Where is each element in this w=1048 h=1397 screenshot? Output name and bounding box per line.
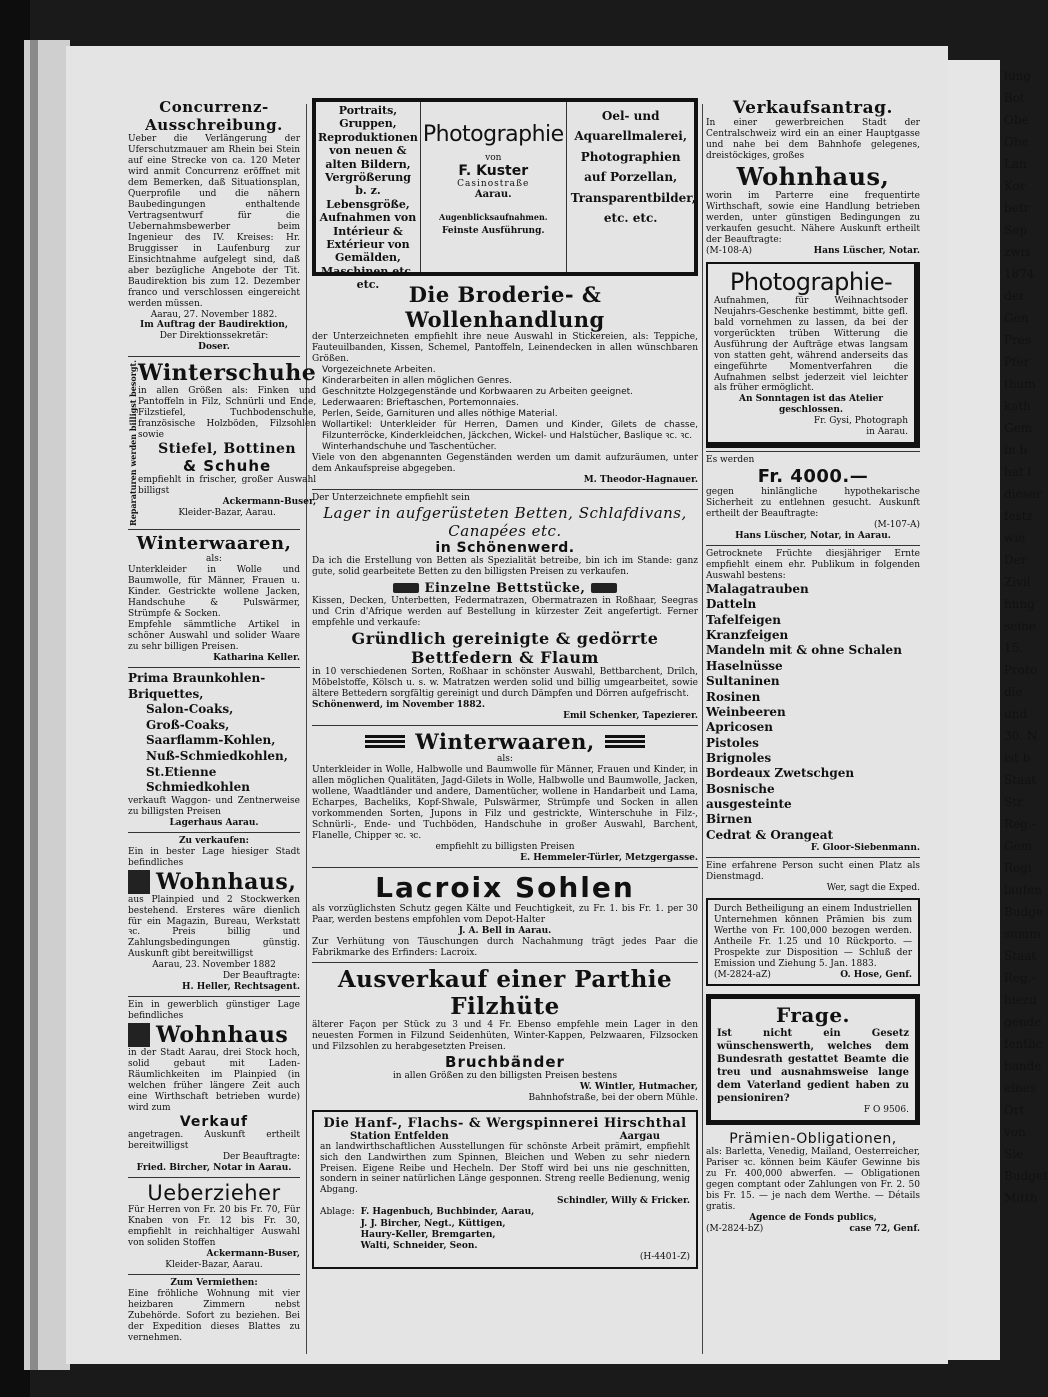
coal-item: Prima Braunkohlen-Briquettes, [128, 671, 266, 701]
ad-signer-place: Kleider-Bazar, Aarau. [165, 1259, 263, 1270]
fruit-item: Mandeln mit & ohne Schalen [706, 643, 902, 658]
ad-body2: worin im Parterre eine frequentirte Wirthschaft, sowie eine Handlung betrieben werden, unter günstigen Bedingungen zu verkaufen gesucht. Nähere Auskunft ertheilt der Beauftragte: [706, 190, 920, 245]
ad-ref: (M-107-A) [874, 520, 920, 531]
fruit-item: Pistoles [706, 735, 759, 750]
ad-bruch: Bruchbänder [445, 1052, 565, 1071]
fruit-item: Malagatrauben [706, 582, 809, 597]
page-binding-shadow [30, 40, 38, 1370]
ad-list: Kissen, Decken, Unterbetten, Federmatrazen, Obermatrazen in Roßhaar, Seegras und Crin d'Afrique werden auf Bestellung in kürzester Zeit angefertigt. Ferner empfehle und verkaufe: [312, 596, 698, 629]
ad-title: Wohnhaus [156, 1022, 289, 1049]
ad-body: Für Herren von Fr. 20 bis Fr. 70, Für Knaben von Fr. 12 bis Fr. 30, empfiehlt in reichhaltiger Auswahl von soliden Stoffen [128, 1204, 300, 1248]
coal-item: St.Etienne Schmiedkohlen [146, 764, 250, 795]
divider [128, 1177, 300, 1178]
column-middle [312, 98, 698, 1358]
ad-title: Prämien-Obligationen, [729, 1130, 897, 1147]
ablage-item: Walti, Schneider, Seon. [360, 1241, 478, 1252]
fruit-item: Bordeaux Zwetschgen [706, 766, 855, 781]
ad-agent: Fried. Bircher, Notar in Aarau. [136, 1162, 292, 1173]
ad-obligationen [706, 1131, 920, 1234]
ad-lacroix [312, 871, 698, 959]
ad-fr4000 [706, 455, 920, 542]
ad-einzelne: Einzelne Bettstücke, [424, 581, 586, 597]
ad-signer: Ackermann-Buser, [206, 1248, 300, 1259]
ad-verkauf: Verkauf [179, 1114, 249, 1131]
ad-signer: Emil Schenker, Tapezierer. [563, 711, 698, 722]
fruit-item: Bosnische [706, 781, 775, 796]
divider [312, 867, 698, 868]
ad-body: in allen Größen als: Finken und Pantoffeln in Filz, Schnürli und Ende, Filzstiefel, Tuchbodenschuhe, französische Holzböden, Filzsohlen sowie [138, 386, 317, 441]
ad-canton: Aargau [619, 1130, 660, 1142]
fruit-item: Apricosen [706, 720, 774, 735]
coal-item: Groß-Coaks, [146, 717, 230, 732]
adjacent-page-fragment [948, 60, 1048, 1360]
ad-ueberzieher [128, 1181, 300, 1271]
ad-signer: Hans Lüscher, Notar. [813, 245, 920, 256]
decorative-bars [605, 733, 645, 750]
ad-body: Eine erfahrene Person sucht einen Platz als Dienstmagd. [706, 861, 920, 883]
ad-body: Da ich die Erstellung von Betten als Spezialität betreibe, bin ich im Stande: ganz gute, solid gearbeitete Betten zu den billigsten Preisen zu verkaufen. [312, 555, 698, 577]
photo-studio [421, 102, 567, 272]
ad-amount: Fr. 4000.— [757, 466, 869, 488]
photo-name: F. Kuster [458, 163, 529, 179]
ad-wohnhaus: Wohnhaus, [736, 161, 890, 191]
ad-body: Eine fröhliche Wohnung mit vier heizbaren Zimmern nebst Zubehörde. Sofort zu beziehen. Bei der Expedition dieses Blattes zu vernehmen. [128, 1288, 300, 1343]
ad-offer: Viele von den abgenannten Gegenständen werden um damit aufzuräumen, unter dem Ankaufspreise abgegeben. [312, 452, 698, 474]
ad-head: Zu verkaufen: [178, 835, 250, 846]
list-item: Wollartikel: Unterkleider für Herren, Damen und Kinder, Gilets de chasse, Filzunterröcke, Kinderkleidchen, Jäckchen, Wickel- und Halstücher, Baslique ꝛc. ꝛc. [322, 419, 698, 441]
photo-title: Photographie [422, 122, 564, 147]
ad-signer: E. Hemmeler-Türler, Metzgergasse. [520, 852, 698, 863]
ad-photographie-gysi [706, 262, 920, 449]
ad-signer: Hans Lüscher, Notar, in Aarau. [735, 531, 891, 542]
ad-title: Ueberzieher [147, 1180, 281, 1205]
photo-von: von [485, 153, 502, 163]
pointing-hand-icon [393, 583, 419, 593]
coal-item: Salon-Coaks, [146, 702, 234, 717]
fruit-item: Weinbeeren [706, 704, 786, 719]
ad-body: In einer gewerbreichen Stadt der Centralschweiz wird ein an einer Hauptgasse und nahe bei dem Bahnhofe gelegenes, dreistöckiges, großes [706, 118, 920, 161]
house-icon [128, 870, 150, 894]
divider [128, 1274, 300, 1275]
ad-body: gegen hinlängliche hypothekarische Sicherheit zu entlehnen gesucht. Auskunft ertheilt der Beauftragte: [706, 487, 920, 520]
list-item: Perlen, Seide, Garnituren und alles nöthige Material. [322, 408, 558, 419]
fruit-item: Brignoles [706, 750, 772, 765]
ad-signer-place: in Aarau. [866, 427, 908, 438]
photo-products-text: Oel- und Aquarellmalerei, Photographien auf Porzellan, Transparentbilder, etc. etc. [570, 109, 696, 225]
ad-detail: in 10 verschiedenen Sorten, Roßhaar in schönster Auswahl, Bettbarchent, Drilch, Möbelstoffe, Kölsch u. s. w. Matratzen werden solid und billig umgearbeitet, sowie ältere Bettedern sorgfältig gereinigt und durch Dämpfen und Dörren aufgefrischt. [312, 667, 698, 700]
ad-title: Concurrenz-Ausschreibung. [145, 98, 283, 134]
ad-signer: W. Wintler, Hutmacher, [579, 1081, 698, 1092]
ad-signer: O. Hose, Genf. [840, 969, 912, 980]
ad-signer-place: Bahnhofstraße, bei der obern Mühle. [528, 1092, 698, 1103]
column-left [128, 98, 317, 1358]
ad-title: Winterwaaren, [415, 729, 595, 755]
ad-filzhuete [312, 966, 698, 1104]
fruit-item: Rosinen [706, 689, 761, 704]
divider [312, 962, 698, 963]
ad-body: Ist nicht ein Gesetz wünschenswerth, welches dem Bundesrath gestattet Beamte die treu und ausnahmsweise lange dem Vaterland gedient haben zu pensioniren? [717, 1027, 909, 1104]
ad-hanf [312, 1110, 698, 1270]
ad-note: Empfehle sämmtliche Artikel in schöner Auswahl und solider Waare zu sehr billigen Preisen. [128, 620, 300, 653]
ad-body: älterer Façon per Stück zu 3 und 4 Fr. Ebenso empfehle mein Lager in den neuesten Formen in Filzund Seidenhüten, Winter-Kappen, Pelzwaaren, Filzsocken und Filzsohlen zu herabgesetzten Preisen. [312, 1019, 698, 1052]
ad-body: Ueber die Verlängerung der Uferschutzmauer am Rhein bei Stein auf eine Strecke von ca. 120 Meter wird anmit Concurrenz eröffnet mit dem Bemerken, daß Situationsplan, Querprofile und die nähern Baubedingungen enthaltende Vertragsentwurf für die Uebernahmsbewerber beim Ingenieur des IV. Kreises: Hr. Bruggisser in Laufenburg zur Einsichtnahme aufgelegt sind, daß aber bezügliche Angebote der Tit. Baudirektion bis zum 12. Dezember franco und verschlossen eingereicht werden müssen. [128, 134, 300, 309]
ad-title: Die Hanf-, Flachs- & Wergspinnerei Hirschthal [323, 1115, 687, 1131]
divider [128, 667, 300, 668]
side-note: Reparaturen werden billigst besorgt. [128, 360, 138, 527]
ad-title: Lager in aufgerüsteten Betten, Schlafdivans, Canapées etc. [323, 503, 687, 540]
column-rule [702, 104, 703, 1354]
ad-date: Schönenwerd, im November 1882. [312, 700, 485, 711]
column-rule [306, 104, 307, 1354]
ad-agency: Agence de Fonds publics, [749, 1212, 877, 1223]
ad-title: Frage. [775, 1002, 850, 1027]
list-item: Geschnitzte Holzgegenstände und Korbwaaren zu Arbeiten geeignet. [322, 386, 633, 397]
ad-title: Winterschuhe [138, 360, 317, 387]
ad-dienstmagd [706, 861, 920, 894]
ad-kohlen [128, 671, 300, 829]
fruit-item: Datteln [706, 597, 757, 612]
ad-frage [706, 994, 920, 1125]
fruit-item: Sultaninen [706, 674, 780, 689]
ad-broderie [312, 282, 698, 486]
ad-agent: H. Heller, Rechtsagent. [181, 982, 300, 993]
ad-signer: Lagerhaus Aarau. [169, 817, 259, 828]
list-item: Winterhandschuhe und Taschentücher. [322, 441, 497, 452]
ad-agent-title: Der Beauftragte: [222, 971, 300, 982]
ad-title: Photographie- [729, 267, 893, 296]
newspaper-page [66, 46, 948, 1364]
ad-secretary: Doser. [198, 342, 230, 353]
ad-ref: (H-4401-Z) [639, 1252, 690, 1263]
ad-line: & Schuhe [182, 457, 272, 476]
ad-betten [312, 493, 698, 723]
ad-agent-title: Der Beauftragte: [222, 1151, 300, 1162]
divider [706, 451, 920, 452]
fruit-item: ausgesteinte [706, 797, 792, 812]
divider [312, 489, 698, 490]
house-icon [128, 1023, 150, 1047]
ad-ref: F O 9506. [863, 1104, 909, 1115]
ad-signer: Ackermann-Buser, [222, 497, 317, 508]
ad-address: case 72, Genf. [849, 1223, 920, 1234]
adjacent-page-lines: lung Bot Obe Obe Lan Kor betr Sep zwis 1874 der Gen Pres Pfer thum kath Gem in b hat l dieser festz wie Der Zivil hung seine 15. Proto die und 30. N ist b Staat Str Reg.- Gem Regi laufen Budge summ Staat Reg.- hiezu gende fentlic hande eines Ort von Sie Budget Mitth [1004, 69, 1048, 1205]
ad-note: empfiehlt in frischer, großer Auswahl billigst [138, 475, 317, 497]
ad-body: als vorzüglichsten Schutz gegen Kälte und Feuchtigkeit, zu Fr. 1. bis Fr. 1. per 30 Paar, werden bestens empfohlen vom Depot-Halter [312, 903, 698, 925]
ad-firm: Schindler, Willy & Fricker. [557, 1196, 690, 1207]
divider [706, 545, 920, 546]
ad-intro: Ein in bester Lage hiesiger Stadt befindliches [128, 846, 300, 868]
ablage-item: J. J. Bircher, Negt., Küttigen, [360, 1218, 506, 1229]
ad-intro: der Unterzeichneten empfiehlt ihre neue Auswahl in Stickereien, als: Teppiche, Fauteuilbanden, Kissen, Schemel, Pantoffeln, Leinendecken in allen wünschbaren Größen. [312, 332, 698, 364]
photo-city: Aarau. [474, 189, 512, 200]
divider [312, 725, 698, 726]
ad-fruechte [706, 549, 920, 854]
ad-authority: Im Auftrag der Baudirektion, [140, 320, 288, 331]
ad-date: Aarau, 27. November 1882. [150, 309, 278, 320]
fruit-item: Cedrat & Orangeat [706, 827, 834, 842]
divider [128, 832, 300, 833]
ad-title: Winterwaaren, [136, 533, 292, 555]
divider [128, 529, 300, 530]
ad-wohnhaus-1 [128, 836, 300, 994]
ad-secretary-title: Der Direktionssekretär: [159, 331, 269, 342]
ad-note: empfiehlt zu billigsten Preisen [435, 841, 575, 852]
ad-signer: M. Theodor-Hagnauer. [583, 474, 698, 485]
ad-concurrenz [128, 98, 300, 353]
ad-title: Die Broderie- & Wollenhandlung [405, 282, 605, 332]
ad-station: Station Entfelden [350, 1130, 449, 1142]
ablage-item: F. Hagenbuch, Buchbinder, Aarau, [360, 1207, 535, 1218]
ad-intro: Der Unterzeichnete empfiehlt sein [312, 492, 470, 503]
photo-services [316, 102, 421, 292]
ad-note: verkauft Waggon- und Zentnerweise zu billigsten Preisen [128, 795, 300, 817]
divider [706, 857, 920, 858]
ad-bettfedern: Gründlich gereinigte & gedörrte Bettfedern & Flaum [351, 629, 659, 668]
fruit-item: Haselnüsse [706, 658, 783, 673]
ad-vermiethen [128, 1278, 300, 1344]
fruit-list [706, 582, 920, 843]
ad-wohnhaus-2 [128, 1000, 300, 1174]
ad-head: Zum Vermiethen: [170, 1277, 258, 1288]
ad-note: Zur Verhütung von Täuschungen durch Nachahmung trägt jedes Paar die Fabrikmarke des Erfinders: Lacroix. [312, 936, 698, 958]
fruit-item: Tafelfeigen [706, 612, 782, 627]
ad-body: in der Stadt Aarau, drei Stock hoch, solid gebaut mit Laden-Räumlichkeiten im Plainpied (in welchen früher längere Zeit auch eine Wirthschaft betrieben wurde) wird zum [128, 1048, 300, 1114]
ad-body2: angetragen. Auskunft ertheilt bereitwilligst [128, 1130, 300, 1152]
ad-verkaufsantrag [706, 98, 920, 256]
ablage-item: Haury-Keller, Bremgarten, [360, 1229, 496, 1240]
fruit-item: Kranzfeigen [706, 628, 789, 643]
ad-ref: (M-2824-aZ) [714, 969, 771, 980]
photo-street: Casinostraße [457, 179, 530, 189]
ad-body: als: Barletta, Venedig, Mailand, Oesterreicher, Pariser ꝛc. können beim Käufer Gewinne bis zu Fr. 400,000 abwerfen. — Obligationen gegen comptant oder Zahlungen von Fr. 2. 50 bis Fr. 15. — je nach dem Werthe. — Détails gratis. [706, 1146, 920, 1212]
ad-body: Unterkleider in Wolle, Halbwolle und Baumwolle für Männer, Frauen und Kinder, in allen möglichen Qualitäten, Jagd-Gilets in Wolle, Halbwolle und Baumwolle, Jacken, wollene, Waadtländer und andere, Damentücher, wollene in Handarbeit und Lama, Echarpes, Bacheliks, Kopf-Shwale, Pulswärmer, Strümpfe und Socken in allen vorkommenden Sorten, Jupons in Filz und gestrickte, Winterschuhe in Filz-, Schnürli-, Ende- und Tuchböden, Handschuhe in großer Auswahl, Barchent, Flanelle, Chipper ꝛc. ꝛc. [312, 765, 698, 841]
ad-ablage-label: Ablage: [320, 1207, 355, 1218]
ad-title: Verkaufsantrag. [733, 98, 893, 118]
ad-title: Lacroix Sohlen [375, 870, 635, 904]
ad-signer: Katharina Keller. [213, 653, 300, 664]
ad-intro: Ein in gewerblich günstiger Lage befindliches [128, 1000, 300, 1022]
ad-sunday: An Sonntagen ist das Atelier geschlossen. [738, 394, 884, 416]
ad-place: in Schönenwerd. [435, 539, 575, 556]
ad-winterwaaren [128, 533, 300, 664]
ad-winterschuhe [128, 360, 317, 527]
ad-intro: Getrocknete Früchte diesjähriger Ernte empfiehlt einem ehr. Publikum in folgenden Auswahl bestens: [706, 549, 920, 582]
ad-signer: Fr. Gysi, Photograph [813, 416, 908, 427]
ad-winterwaaren-2 [312, 729, 698, 864]
ad-intro: Es werden [706, 455, 755, 466]
ad-signer-place: Kleider-Bazar, Aarau. [178, 508, 276, 519]
ad-ref: (M-2824-bZ) [706, 1223, 764, 1234]
photo-services-text: Portraits, Gruppen, Reproduktionen von neuen & alten Bildern, Vergrößerung b. z. Lebensgröße, Aufnahmen von Intérieur & Extérieur von Gemälden, Maschinen etc. etc. [318, 104, 418, 292]
list-item: Kinderarbeiten in allen möglichen Genres. [322, 375, 512, 386]
fruit-item: Birnen [706, 812, 753, 827]
ad-body: Unterkleider in Wolle und Baumwolle, für Männer, Frauen u. Kinder. Gestrickte wollene Jacken, Handschuhe & Pulswärmer, Strümpfe & Socken. [128, 565, 300, 620]
column-right [706, 98, 920, 1358]
ad-als: als: [497, 754, 513, 765]
ad-body: an landwirthschaftlichen Ausstellungen für schönste Arbeit prämirt, empfiehlt sich den Landwirthen zum Spinnen, Bleichen und Weben zu sehr niedern Preisen. Eigene Reibe und Hecheln. Der Stoff wird bei uns nie geschnitten, sondern in seiner natürlichen Länge gesponnen. Streng reelle Bedienung, wenig Abgang. [320, 1141, 690, 1196]
ad-ref: (M-108-A) [706, 245, 752, 256]
photo-products [567, 102, 695, 272]
list-item: Vorgezeichnete Arbeiten. [322, 364, 436, 375]
decorative-bars [365, 733, 405, 750]
photo-line1: Augenblicksaufnahmen. [439, 212, 548, 222]
ad-bruch-note: in allen Größen zu den billigsten Preisen bestens [392, 1070, 618, 1081]
ad-signer: F. Gloor-Siebenmann. [810, 843, 920, 854]
list-item: Lederwaaren: Brieftaschen, Portemonnaies. [322, 397, 519, 408]
divider [128, 356, 300, 357]
ad-date: Aarau, 23. November 1882 [152, 960, 276, 971]
ad-ref: Wer, sagt die Exped. [826, 883, 920, 894]
divider [128, 996, 300, 997]
ad-body: Durch Betheiligung an einem Industriellen Unternehmen können Prämien bis zum Werthe von Fr. 100,000 bezogen werden. Antheile Fr. 1.25 und 10 Rückporto. — Prospekte zur Disposition — Schluß der Emission und Ziehung 5. Jan. 1883. [714, 904, 912, 969]
ad-title: Wohnhaus, [156, 868, 297, 895]
photo-line2: Feinste Ausführung. [442, 226, 545, 236]
ad-body: aus Plainpied und 2 Stockwerken bestehend. Ersteres wäre dienlich für ein Magazin, Bureau, Werkstatt ꝛc. Preis billig und Zahlungsbedingungen günstig. Auskunft gibt bereitwilligst [128, 894, 300, 960]
coal-item: Saarflamm-Kohlen, [146, 733, 276, 748]
ad-body: Aufnahmen, für Weihnachtsoder Neujahrs-Geschenke bestimmt, bitte gefl. bald vornehmen zu lassen, da bei der vorgerückten trüben Witterung die Ausführung der Aufträge etwas langsam von statten geht, während anderseits das eingeführte Momentverfahren die Aufnahmen selbst jederzeit viel leichter als früher ermöglicht. [714, 295, 908, 394]
ad-als: als: [206, 554, 222, 565]
ad-title: Ausverkauf einer Parthie Filzhüte [337, 965, 673, 1020]
ad-line: Stiefel, Bottinen [158, 441, 297, 458]
ad-praemien [706, 898, 920, 986]
pointing-hand-icon [591, 583, 617, 593]
coal-item: Nuß-Schmiedkohlen, [146, 748, 288, 763]
ad-photo-kuster [312, 98, 698, 292]
ad-signer: J. A. Bell in Aarau. [458, 925, 552, 936]
